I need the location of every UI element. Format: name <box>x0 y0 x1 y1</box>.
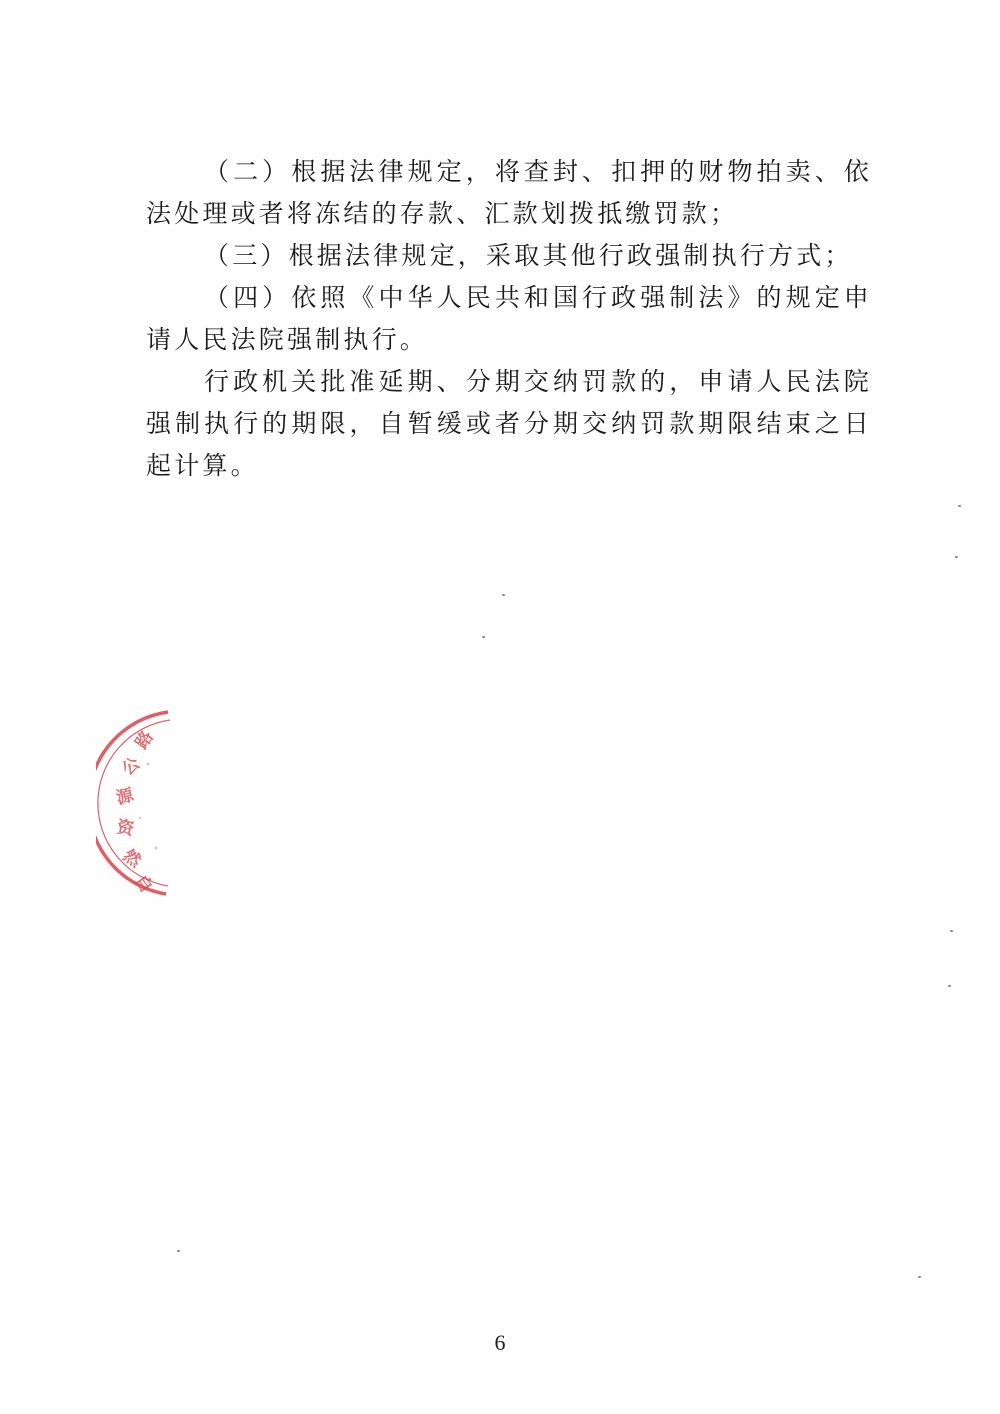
svg-text:公: 公 <box>118 753 145 780</box>
seal-icon <box>96 708 246 898</box>
page-number: 6 <box>494 1330 506 1355</box>
official-seal-stamp <box>96 708 246 898</box>
svg-text:然: 然 <box>119 845 145 872</box>
scan-speck <box>177 1250 180 1252</box>
paragraph-extension-note: 行政机关批准延期、分期交纳罚款的，申请人民法院强制执行的期限，自暂缓或者分期交纳罚款期限结束之日起计算。 <box>146 367 872 480</box>
paragraph-item-2: （二）根据法律规定，将查封、扣押的财物拍卖、依法处理或者将冻结的存款、汇款划拨抵缴罚款； <box>146 157 872 228</box>
scan-speck <box>502 594 505 596</box>
document-body <box>146 151 872 487</box>
scan-speck <box>950 930 953 932</box>
scan-speck <box>918 1276 921 1278</box>
svg-text:自: 自 <box>129 871 157 897</box>
paragraph-item-3: （三）根据法律规定，采取其他行政强制执行方式； <box>204 241 853 270</box>
scan-speck <box>958 505 961 507</box>
scan-speck <box>482 636 485 638</box>
scan-speck <box>948 985 951 987</box>
scan-speck <box>955 556 958 558</box>
svg-text:路: 路 <box>131 727 158 753</box>
svg-text:源: 源 <box>114 785 136 809</box>
svg-text:资: 资 <box>115 817 136 840</box>
paragraph-item-4: （四）依照《中华人民共和国行政强制法》的规定申请人民法院强制执行。 <box>146 283 872 354</box>
